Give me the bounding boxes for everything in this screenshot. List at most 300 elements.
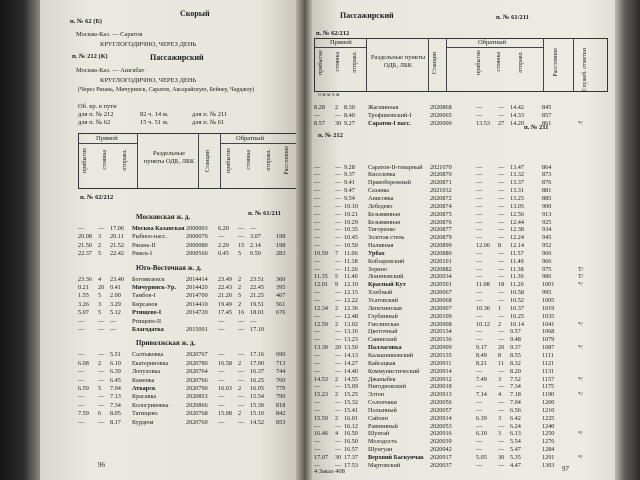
table-cell: 15.08 (218, 410, 232, 418)
table-cell: 5 (98, 292, 102, 300)
head2-title: Пассажирский (150, 53, 204, 62)
table-cell: Сайхин (368, 414, 388, 422)
table-cell: 6.24 (510, 422, 521, 430)
table-cell: Безымянная (368, 210, 400, 218)
table-cell: 5.54 (510, 438, 521, 446)
table-cell: — (335, 111, 342, 119)
left-page (40, 0, 298, 480)
table-cell: 1250 (542, 430, 555, 438)
table-cell: — (98, 225, 105, 232)
table-cell: 7.59 (78, 410, 89, 418)
table-cell: 5 (98, 309, 102, 317)
table-cell: — (335, 438, 342, 446)
table-cell: — (314, 406, 321, 414)
table-cell: 6.10 (110, 359, 121, 367)
table-cell: 2 (238, 275, 242, 283)
table-cell: Москва Казанская (132, 225, 185, 232)
table-cell: — (335, 461, 342, 469)
table-cell: 15.10 (250, 410, 264, 418)
table-cell: Красный Кут (368, 281, 406, 289)
table-cell: — (498, 257, 505, 265)
table-cell: 2000003 (186, 225, 208, 232)
table-cell: 15.41 (344, 406, 358, 414)
table-cell: 13.37 (510, 179, 524, 187)
table-cell: 3 (98, 300, 102, 308)
table-cell: 13.25 (510, 194, 524, 202)
table-cell: — (335, 336, 342, 344)
table-cell: Сазанка (368, 187, 390, 195)
table-cell: Рыбное-пасс. (132, 233, 168, 241)
table-cell: 16 (238, 309, 245, 317)
table-cell: Екатериновка (132, 359, 169, 367)
table-cell: 1175 (542, 383, 555, 391)
table-cell: */ (578, 320, 583, 328)
table-cell: — (498, 179, 505, 187)
table-cell: 2020780 (186, 359, 208, 367)
table-cell: — (314, 422, 321, 430)
rth-depart-rev: отправл. (518, 51, 524, 73)
table-cell: — (314, 336, 321, 344)
table-cell: — (335, 242, 342, 250)
table-cell: — (335, 383, 342, 391)
table-cell: 12.34 (314, 304, 328, 312)
table-cell: — (476, 383, 483, 391)
table-cell: — (335, 202, 342, 210)
table-cell: — (335, 226, 342, 234)
table-cell: — (314, 289, 321, 297)
table-cell: 6.59 (78, 385, 89, 392)
table-cell: 13.32 (510, 171, 524, 179)
table-cell: 2014414 (186, 275, 208, 283)
table-cell: 2020000 (430, 119, 452, 127)
table-cell: 3.07 (250, 233, 261, 241)
table-cell: — (476, 265, 483, 273)
table-cell: 14.27 (344, 359, 358, 367)
table-cell: — (314, 210, 321, 218)
table-cell: 16.46 (314, 430, 328, 438)
table-cell: — (498, 265, 505, 273)
table-cell: 9.57 (510, 328, 521, 336)
table-cell: 2020134 (430, 328, 452, 336)
table-cell: */ (578, 344, 583, 352)
table-cell: — (314, 234, 321, 242)
table-cell: 12.01 (314, 281, 328, 289)
table-cell: 9.28 (344, 163, 355, 171)
table-cell: 20.08 (78, 233, 92, 241)
th-stop: стоянка (102, 150, 108, 170)
table-cell: 1200 (542, 399, 555, 407)
table-cell: 17.06 (110, 225, 124, 232)
table-cell: 2014410 (186, 300, 208, 308)
table-cell: 9.54 (344, 194, 355, 202)
table-cell: 876 (542, 179, 552, 187)
table-cell: — (476, 289, 483, 297)
table-cell: 23.40 (110, 275, 124, 283)
table-cell: 12.06 (476, 242, 490, 250)
table-cell: 22.43 (218, 284, 232, 291)
right-footer: 4 Заказ 408 (314, 468, 345, 475)
table-cell: 8.05 (110, 410, 121, 418)
table-cell: 5 (335, 273, 339, 281)
table-cell: — (476, 111, 483, 119)
table-cell: — (498, 104, 505, 111)
table-cell: 1 (498, 304, 502, 312)
head1-num: п. № 62 (Б) (70, 18, 102, 25)
table-cell: Полынный (368, 406, 397, 414)
th-station: Станции (205, 150, 211, 173)
table-cell: — (476, 399, 483, 407)
table-cell: — (335, 359, 342, 367)
table-cell: — (98, 368, 105, 376)
head1-note: КРУГЛОГОДИЧНО, ЧЕРЕЗ ДЕНЬ (100, 41, 197, 48)
table-cell: — (498, 438, 505, 446)
table-cell: 0.50 (250, 250, 261, 258)
table-cell: 3 (498, 414, 502, 422)
table-cell: Хлебный (368, 289, 393, 297)
head2-route: Москва-Каз. — Ашгабат (76, 67, 145, 74)
table-cell: 2 (335, 320, 339, 328)
table-cell: 4 (335, 430, 339, 438)
table-cell: 12.22 (344, 297, 358, 304)
table-cell: 18.01 (250, 309, 264, 317)
table-cell: — (314, 446, 321, 454)
table-cell: 198 (276, 241, 286, 249)
table-cell: — (476, 297, 483, 304)
table-cell: 0.45 (218, 250, 229, 258)
table-cell: 842 (276, 410, 286, 418)
table-cell: Тигоренко (368, 226, 396, 234)
table-cell: — (250, 225, 257, 232)
table-cell: 2020871 (430, 179, 452, 187)
table-cell: 2020916 (430, 430, 452, 438)
table-cell: */ (578, 430, 583, 438)
rth-station: Станции (432, 52, 438, 75)
table-cell: — (314, 179, 321, 187)
table-cell: 7.34 (110, 401, 121, 409)
table-cell: 6.42 (510, 414, 521, 422)
table-cell: 2020065 (430, 111, 452, 119)
table-cell: 2020109 (430, 312, 452, 320)
table-cell: — (476, 446, 483, 454)
section-title: Московская ж. д. (136, 213, 191, 221)
table-cell: 0.21 (78, 284, 89, 291)
rth-arrive: прибытие (318, 50, 324, 76)
table-cell: 2021070 (430, 163, 452, 171)
table-cell: Трофимовский-I (368, 111, 412, 119)
table-cell: Лебедево (368, 202, 393, 210)
table-cell: 8.57 (314, 119, 325, 127)
table-cell: — (314, 242, 321, 250)
table-cell: 10.29 (344, 218, 358, 226)
table-cell: 5 (98, 250, 102, 258)
table-cell: — (476, 367, 483, 375)
table-cell: — (238, 418, 245, 426)
table-cell: 1111 (542, 351, 554, 359)
table-cell: 467 (276, 292, 286, 300)
rth-middle: Раздельные пункты ОДБ, ЛБК (370, 54, 426, 69)
table-cell: — (498, 312, 505, 320)
table-cell: Благодатка (132, 326, 164, 333)
table-cell: 14.40 (344, 367, 358, 375)
th-forward: Прямой (96, 135, 118, 142)
table-cell: Элтон (368, 391, 385, 399)
table-cell: — (78, 351, 85, 359)
table-cell: 16.50 (344, 438, 358, 446)
table-cell: — (498, 273, 505, 281)
table-cell: Курдюм (132, 418, 154, 426)
table-cell: 6.45 (110, 376, 121, 384)
table-cell: Гмелинская (368, 320, 399, 328)
table-cell: — (476, 163, 483, 171)
table-cell: 8.32 (510, 359, 521, 367)
table-cell: 30 (335, 454, 342, 461)
table-cell: — (498, 218, 505, 226)
table-cell: 5 (238, 292, 242, 300)
table-cell: — (476, 179, 483, 187)
left-page-number: 96 (98, 461, 105, 469)
table-cell: 3 (498, 430, 502, 438)
rth-forward: Прямой (330, 39, 352, 46)
table-cell: 952 (542, 242, 552, 250)
table-cell: 9.41 (344, 179, 355, 187)
right-page-number: 97 (562, 465, 569, 473)
table-cell: — (78, 368, 85, 376)
right-train-c: п. № 212 (318, 132, 343, 139)
time-row-1-value: 82 ч. 14 м. (140, 111, 169, 118)
table-cell: 22.42 (110, 250, 124, 258)
table-cell: 2020039 (430, 438, 452, 446)
table-cell: — (498, 226, 505, 234)
table-cell: 6.39 (476, 414, 487, 422)
table-cell: 2020914 (430, 414, 452, 422)
table-cell: 2 (98, 359, 102, 367)
table-cell: 2 (335, 375, 339, 383)
table-cell: — (335, 179, 342, 187)
head2-num: п. № 212 (К) (72, 53, 108, 60)
table-cell: 2020875 (430, 210, 452, 218)
table-cell: Глубинный (368, 312, 398, 320)
table-cell: 1087 (542, 344, 555, 352)
table-cell: — (314, 312, 321, 320)
table-cell: 10.37 (510, 304, 524, 312)
table-cell: — (238, 351, 245, 359)
table-cell: 1041 (542, 320, 555, 328)
table-cell: 10.52 (510, 297, 524, 304)
table-cell: 12.24 (510, 234, 524, 242)
table-cell: 2020868 (430, 104, 452, 111)
table-cell: 2020877 (430, 226, 452, 234)
table-cell: 1035 (542, 312, 555, 320)
table-cell: — (498, 202, 505, 210)
th-arrive-rev: прибытие (226, 148, 232, 174)
table-cell: 1284 (542, 446, 555, 454)
table-cell: — (335, 399, 342, 407)
time-row-2-value: 15 ч. 51 м. (140, 119, 169, 126)
table-cell: 360 (276, 275, 286, 283)
table-cell: — (314, 163, 321, 171)
table-cell: 2 (238, 284, 242, 291)
table-cell: 864 (542, 163, 552, 171)
table-cell: — (250, 317, 257, 325)
table-cell: 6.13 (510, 430, 521, 438)
table-cell: Кологривовка (132, 401, 169, 409)
table-cell: 2020042 (430, 446, 452, 454)
time-header: Об. вр. в пути (78, 103, 117, 110)
table-cell: 2000070 (186, 233, 208, 241)
table-cell: — (98, 326, 105, 333)
table-cell: — (218, 376, 225, 384)
table-cell: Лопуховка (132, 368, 161, 376)
table-cell: — (498, 111, 505, 119)
table-cell: Савинский (368, 336, 397, 344)
table-cell: 966 (542, 257, 552, 265)
table-cell: Татищево (132, 410, 158, 418)
table-cell: Кирсанов (132, 300, 158, 308)
table-cell: 6.10 (476, 430, 487, 438)
table-cell: 690 (276, 351, 286, 359)
table-cell: 11.26 (510, 281, 524, 289)
table-cell: — (218, 393, 225, 401)
table-cell: — (498, 297, 505, 304)
book-edge-right (615, 0, 640, 480)
table-cell: 5.12 (110, 309, 121, 317)
table-cell: 7.18 (510, 391, 521, 399)
table-cell: 6.08 (78, 359, 89, 367)
table-cell: 16.01 (344, 414, 358, 422)
table-cell: 8 (498, 351, 502, 359)
train-b-label: п. № 61/211 (248, 210, 281, 217)
table-cell: — (498, 336, 505, 344)
table-cell: 2020101 (430, 257, 452, 265)
table-cell: */ (578, 375, 583, 383)
table-cell: 16.50 (344, 430, 358, 438)
table-cell: 4 (498, 391, 502, 399)
table-cell: 2000566 (186, 250, 208, 258)
table-cell: Шунгуан (368, 446, 393, 454)
table-cell: 15.30 (250, 401, 264, 409)
table-cell: 17.16 (250, 351, 264, 359)
table-cell: — (218, 317, 225, 325)
table-cell: 2 (335, 104, 339, 111)
table-cell: 2020874 (430, 202, 452, 210)
table-cell: 17.45 (218, 309, 232, 317)
table-cell: — (498, 367, 505, 375)
table-cell: — (476, 336, 483, 344)
table-cell: 2021032 (430, 187, 452, 195)
table-cell: 2020056 (430, 399, 452, 407)
table-cell: — (335, 422, 342, 430)
table-cell: — (78, 326, 85, 333)
table-cell: 5.51 (110, 351, 121, 359)
table-cell: 6.56 (510, 406, 521, 414)
table-cell: 945 (542, 234, 552, 242)
table-cell: — (498, 406, 505, 414)
table-cell: — (218, 368, 225, 376)
table-cell: 30 (335, 119, 342, 127)
table-cell: 2020908 (430, 320, 452, 328)
table-cell: 2020764 (186, 368, 208, 376)
table-cell: 17.00 (250, 359, 264, 367)
table-cell: — (476, 422, 483, 430)
table-cell: — (335, 289, 342, 297)
table-cell: 15.23 (314, 391, 328, 399)
th-distance: Расстояние (284, 146, 290, 175)
table-cell: — (498, 210, 505, 218)
rth-distance: Расстояние (553, 48, 559, 77)
table-cell: — (314, 111, 321, 119)
table-cell: 2.00 (110, 292, 121, 300)
table-cell: 779 (276, 385, 286, 392)
table-cell: — (335, 163, 342, 171)
table-cell: 15.54 (250, 393, 264, 401)
table-cell: */ (578, 454, 583, 461)
table-cell: 27 (498, 119, 505, 127)
table-cell: Нигодновский (368, 383, 406, 391)
table-cell: — (314, 399, 321, 407)
th-depart-rev: отправл. (266, 149, 272, 171)
table-cell: Верхний Баскунчак (368, 454, 424, 461)
table-cell: 1225 (542, 414, 555, 422)
table-cell: 10.25 (510, 312, 524, 320)
table-cell: 16.57 (344, 446, 358, 454)
table-cell: 7.14 (476, 391, 487, 399)
table-cell: 11 (498, 359, 504, 367)
table-cell: Жасминная (368, 104, 399, 111)
table-cell: 2020136 (430, 336, 452, 344)
table-cell: Урбах (368, 249, 385, 257)
table-cell: 713 (276, 359, 286, 367)
table-cell: 2020053 (430, 422, 452, 430)
table-cell: — (335, 218, 342, 226)
table-cell: 10.45 (344, 234, 358, 242)
table-cell: 986 (542, 273, 552, 281)
table-cell: — (476, 171, 483, 179)
table-cell: — (498, 234, 505, 242)
table-cell: 925 (542, 218, 552, 226)
table-cell: — (78, 317, 85, 325)
th-middle: Раздельные пункты ОДБ, ЛБК (143, 150, 195, 165)
table-cell: 16.37 (250, 368, 264, 376)
table-cell: 18 (498, 281, 505, 289)
table-cell: — (78, 393, 85, 401)
table-cell: 10.14 (510, 320, 524, 328)
table-cell: — (335, 351, 342, 359)
table-cell: 14.42 (510, 104, 524, 111)
table-cell: — (498, 399, 505, 407)
table-cell: Красавка (132, 393, 157, 401)
table-cell: 16.12 (344, 422, 358, 430)
table-cell: — (238, 317, 245, 325)
table-cell: 15.09 (344, 383, 358, 391)
table-cell: 395 (276, 284, 286, 291)
table-cell: 2020067 (430, 289, 452, 297)
table-cell: Богоявленск (132, 275, 165, 283)
table-cell: 12.44 (510, 218, 524, 226)
table-cell: 2014700 (186, 292, 208, 300)
right-head-num: п. № 61/211 (496, 14, 529, 21)
table-cell: — (78, 376, 85, 384)
th-reverse: Обратный (236, 135, 265, 142)
table-cell: 10.36 (476, 304, 490, 312)
table-cell: 20.11 (110, 233, 124, 241)
table-cell: — (314, 218, 321, 226)
table-cell: 2.14 (250, 241, 261, 249)
table-cell: 2020913 (430, 391, 452, 399)
table-cell: 2020790 (186, 385, 208, 392)
table-cell: Усатовский (368, 297, 399, 304)
table-cell: 10.58 (510, 289, 524, 297)
table-cell: Кобзаревский (368, 257, 405, 265)
